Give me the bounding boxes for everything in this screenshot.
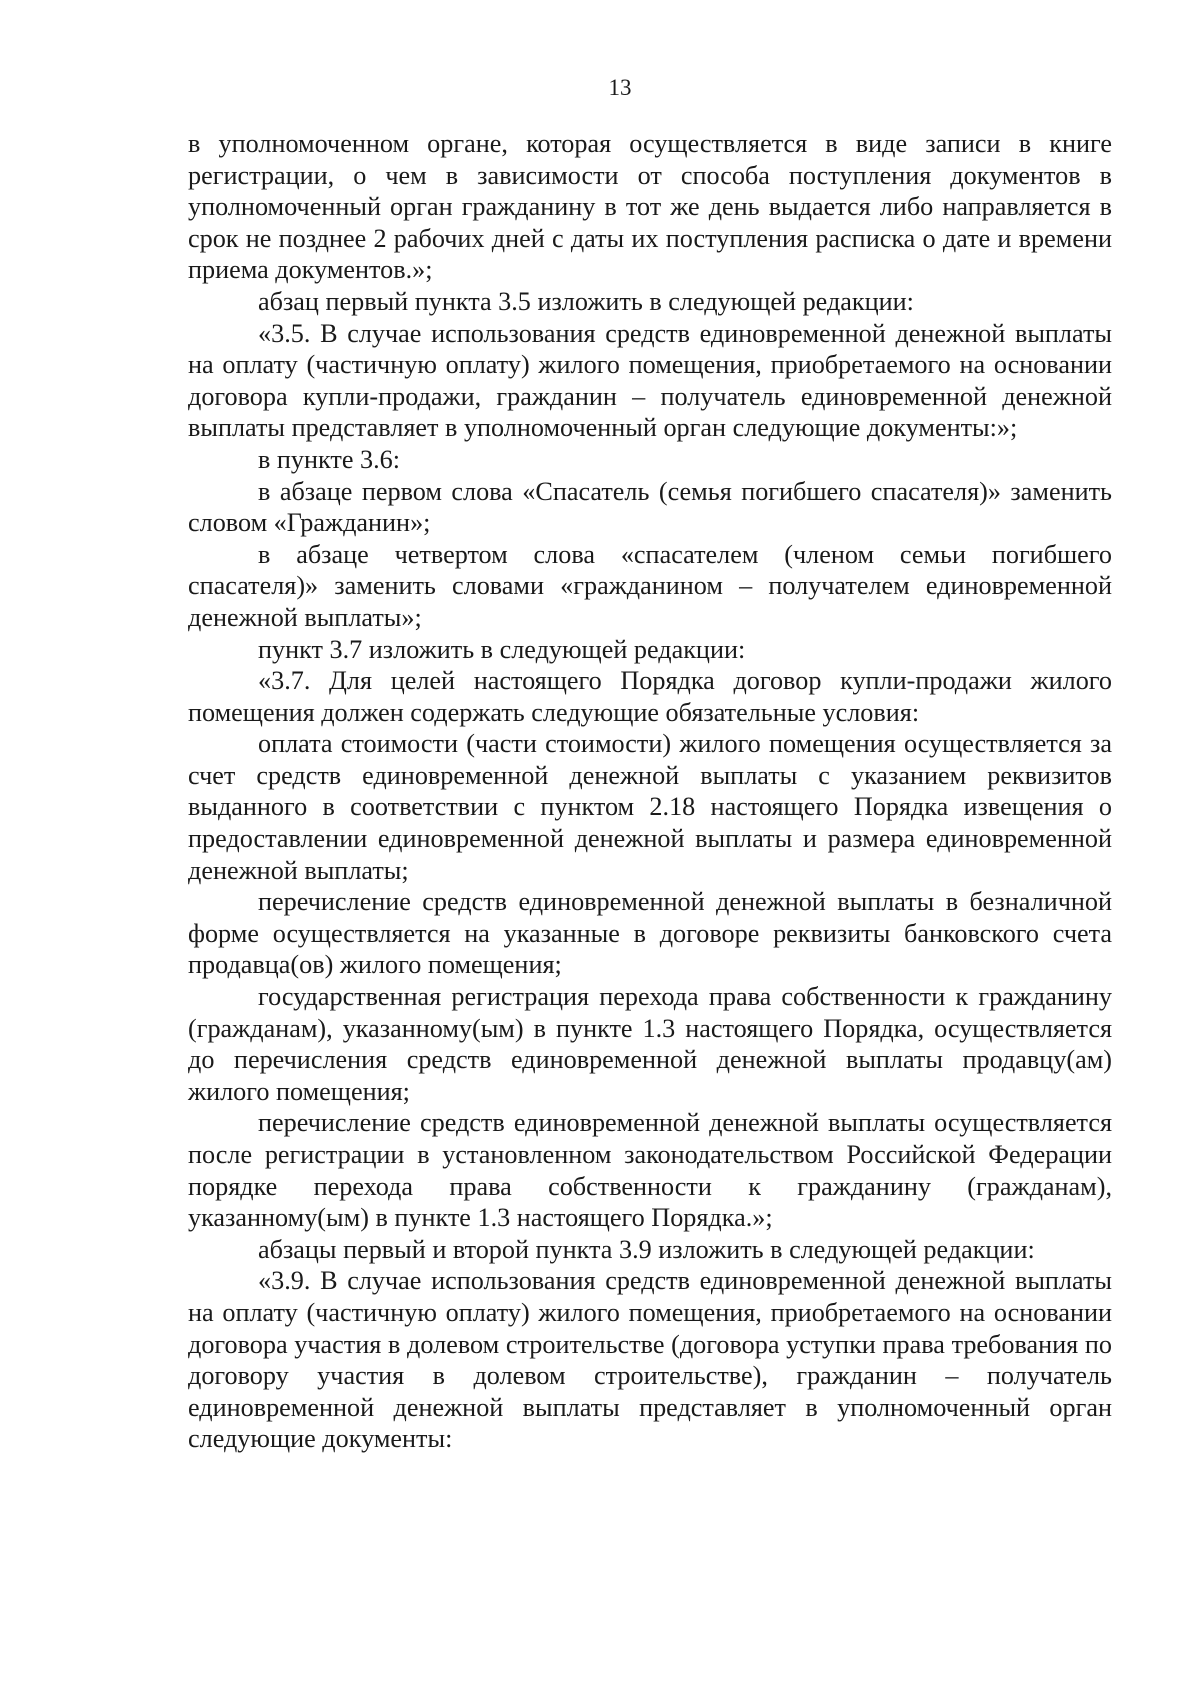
paragraph-amendment-3-6-intro: в пункте 3.6:: [258, 444, 401, 474]
page-number: 13: [608, 75, 632, 100]
paragraph-amendment-3-9-intro: абзацы первый и второй пункта 3.9 изложить в следующей редакции:: [258, 1234, 1035, 1264]
paragraph-clause-3-7: «3.7. Для целей настоящего Порядка договор купли-продажи жилого помещения должен содержать следующие обязательные условия:: [188, 666, 1112, 727]
paragraph-condition-registration: государственная регистрация перехода права собственности к гражданину (гражданам), указанному(ым) в пункте 1.3 настоящего Порядка, осуществляется до перечисления средств единовременной денежной выплаты продавцу(ам) жилого помещения;: [188, 982, 1112, 1106]
paragraph-clause-3-9: «3.9. В случае использования средств единовременной денежной выплаты на оплату (частичную оплату) жилого помещения, приобретаемого на основании договора участия в долевом строительстве (договора уступки права требования по договору участия в долевом строительстве), гражданин – получатель единовременной денежной выплаты представляет в уполномоченный орган следующие документы:: [188, 1266, 1112, 1454]
paragraph-condition-payment: оплата стоимости (части стоимости) жилого помещения осуществляется за счет средств единовременной денежной выплаты с указанием реквизитов выданного в соответствии с пунктом 2.18 настоящего Порядка извещения о предоставлении единовременной денежной выплаты и размера единовременной денежной выплаты;: [188, 729, 1112, 885]
paragraph-amendment-3-5-intro: абзац первый пункта 3.5 изложить в следующей редакции:: [258, 286, 914, 316]
paragraph-condition-transfer: перечисление средств единовременной денежной выплаты в безналичной форме осуществляется на указанные в договоре реквизиты банковского счета продавца(ов) жилого помещения;: [188, 887, 1112, 980]
paragraph-amendment-3-7-intro: пункт 3.7 изложить в следующей редакции:: [258, 634, 746, 664]
paragraph-condition-after-registration: перечисление средств единовременной денежной выплаты осуществляется после регистрации в установленном законодательством Российской Федерации порядке перехода права собственности к гражданину (гражданам), указанному(ым) в пункте 1.3 настоящего Порядка.»;: [188, 1108, 1112, 1233]
paragraph-amendment-3-6-first: в абзаце первом слова «Спасатель (семья погибшего спасателя)» заменить словом «Гражданин»;: [188, 476, 1112, 538]
paragraph-continuation: в уполномоченном органе, которая осуществляется в виде записи в книге регистрации, о чем в зависимости от способа поступления документов в уполномоченный орган гражданину в тот же день выдается либо направляется в срок не позднее 2 рабочих дней с даты их поступления расписка о дате и времени приема документов.»;: [188, 129, 1112, 285]
document-body: [188, 128, 1112, 1455]
paragraph-amendment-3-6-fourth: в абзаце четвертом слова «спасателем (членом семьи погибшего спасателя)» заменить словами «гражданином – получателем единовременной денежной выплаты»;: [188, 539, 1112, 632]
paragraph-clause-3-5: «3.5. В случае использования средств единовременной денежной выплаты на оплату (частичную оплату) жилого помещения, приобретаемого на основании договора купли-продажи, гражданин – получатель единовременной денежной выплаты представляет в уполномоченный орган следующие документы:»;: [188, 318, 1112, 443]
